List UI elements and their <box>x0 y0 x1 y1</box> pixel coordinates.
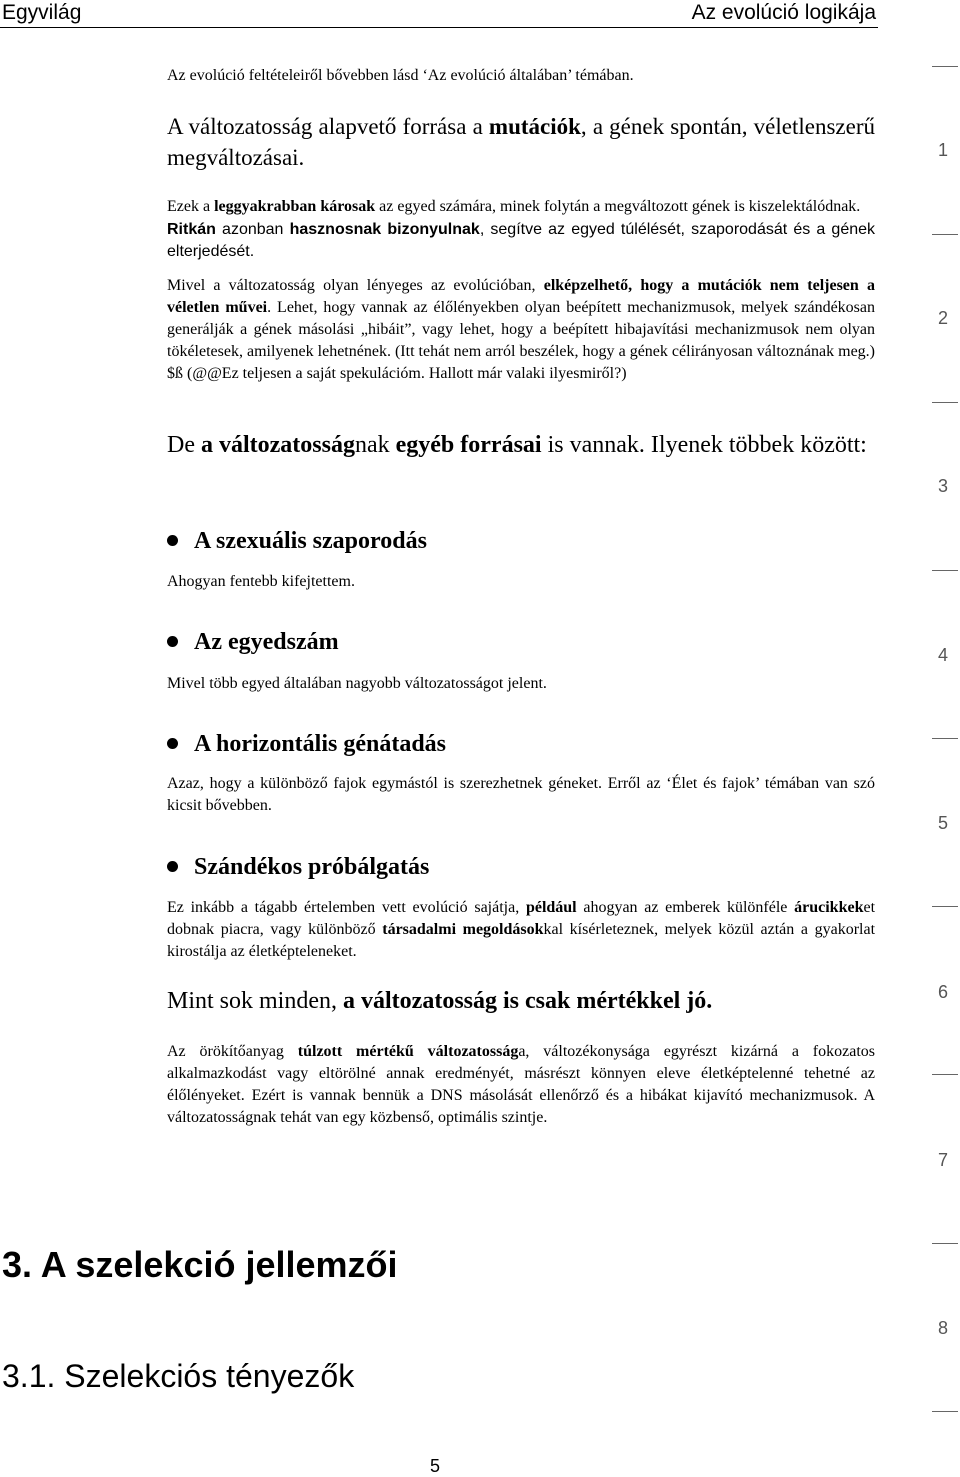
text-span: azonban <box>215 221 290 238</box>
intro-text: Az evolúció feltételeiről bővebben lásd ‘Az evolúció általában’ témában. <box>167 67 634 84</box>
paragraph-optimal <box>167 1041 875 1129</box>
text-span: ahogyan az emberek különféle <box>576 899 795 916</box>
text-span: az egyed számára, minek folytán a megváltozott gének is kiszelektálódnak. <box>375 198 861 215</box>
bold-text: a változatosság <box>200 432 355 458</box>
bullet-title: Az egyedszám <box>194 629 339 655</box>
side-number: 7 <box>937 1150 948 1170</box>
paragraph-moderation <box>167 986 875 1017</box>
bold-text: a változatosság is csak mértékkel jó. <box>343 988 713 1014</box>
heading-selection: 3. A szelekció jellemzői <box>2 1244 398 1285</box>
header-rule <box>0 27 878 28</box>
bullet-dot <box>167 535 178 546</box>
side-tick <box>932 234 958 235</box>
bold-text: egyéb forrásai <box>395 432 542 458</box>
paragraph-useful <box>167 219 875 263</box>
bullet-dot <box>167 636 178 647</box>
bullet-heading-sexual <box>167 526 427 556</box>
bold-mutations: mutációk <box>488 114 581 139</box>
side-number: 1 <box>937 140 948 160</box>
bullet-title: Szándékos próbálgatás <box>194 854 430 880</box>
bullet-title: A szexuális szaporodás <box>194 528 427 554</box>
text-span: , a gének spontán, véletlenszerű megváltozásai. <box>167 114 875 170</box>
bold-text: Ritkán <box>167 221 216 238</box>
bold-text: társadalmi megoldások <box>382 921 544 938</box>
paragraph-other-sources <box>167 430 875 461</box>
bullet-text-population <box>167 673 875 695</box>
side-tick <box>932 906 958 907</box>
side-number: 6 <box>937 982 948 1002</box>
text-span: Mivel a változatosság olyan lényeges az evolúcióban, <box>167 277 544 294</box>
text-span: is vannak. Ilyenek többek között: <box>541 432 867 458</box>
bullet-text-sexual <box>167 571 875 593</box>
paragraph-mutations <box>167 111 875 173</box>
bold-text: elképzelhető, hogy a mutációk nem teljesen a véletlen művei <box>167 277 875 316</box>
side-number: 3 <box>937 476 948 496</box>
bold-text: például <box>525 899 577 916</box>
bullet-text-trial <box>167 897 875 963</box>
header-right-title: Az evolúció logikája <box>691 1 876 24</box>
bullet-heading-trial <box>167 852 429 882</box>
bold-text: túlzott mértékű változatosság <box>297 1043 519 1060</box>
bullet-title: A horizontális génátadás <box>194 731 447 757</box>
side-tick <box>932 1411 958 1412</box>
bullet-body: Ahogyan fentebb kifejtettem. <box>167 573 355 590</box>
text-span: Ez inkább a tágabb értelemben vett evolúció sajátja, <box>167 899 526 916</box>
text-span: A változatosság alapvető forrása a <box>167 114 489 139</box>
bullet-body: Azaz, hogy a különböző fajok egymástól is szerezhetnek géneket. Erről az ‘Élet és fajok’ témában van szó kicsit bővebben. <box>167 775 875 814</box>
text-span: , segítve az egyed túlélését, szaporodását és a gének elterjedését. <box>167 221 876 260</box>
bullet-dot <box>167 738 178 749</box>
bullet-text-horizontal <box>167 773 875 817</box>
bullet-dot <box>167 861 178 872</box>
side-number: 8 <box>937 1318 948 1338</box>
bullet-heading-horizontal <box>167 729 446 759</box>
bullet-heading-population <box>167 627 339 657</box>
text-span: Az örökítőanyag <box>167 1043 298 1060</box>
side-tick <box>932 66 958 67</box>
text-span: De <box>167 432 201 458</box>
page-number: 5 <box>430 1456 441 1476</box>
text-span: Mint sok minden, <box>167 988 344 1014</box>
side-tick <box>932 1243 958 1244</box>
heading-selection-factors: 3.1. Szelekciós tényezők <box>2 1358 355 1394</box>
bullet-body: Mivel több egyed általában nagyobb változatosságot jelent. <box>167 675 547 692</box>
bold-text: hasznosnak bizonyulnak <box>289 221 480 238</box>
paragraph-harmful <box>167 196 875 218</box>
side-number: 2 <box>937 308 948 328</box>
side-tick <box>932 570 958 571</box>
bold-text: árucikkek <box>794 899 864 916</box>
side-tick <box>932 1074 958 1075</box>
text-span: a, változékonysága egyrészt kizárná a fokozatos alkalmazkodást vagy eltörölné annak eredményét, másrészt könnyen eleve életképtelenné tehetné az élőlényeket. Ezért is vannak bennük a DNS másolását ellenőrző és a hibákat kijavító mechanizmusok. A változatosságnak tehát van egy közbenső, optimális szintje. <box>167 1043 875 1126</box>
paragraph-intro <box>167 65 875 87</box>
text-span: nak <box>354 432 396 458</box>
bold-text: leggyakrabban károsak <box>214 198 376 215</box>
text-span: . Lehet, hogy vannak az élőlényekben olyan beépített mechanizmusok, melyek szándékosan generálják a gének másolási „hibáit”, vagy lehet, hogy a beépített hibajavítási mechanizmusok nem olyan tökéletesek, amilyenek lehetnének. (Itt tehát nem arról beszélek, hogy a gének célirányosan változnának meg.) $ß (@@Ez teljesen a saját spekulációm. Hallott már valaki ilyesmiről?) <box>167 299 875 382</box>
paragraph-speculation <box>167 275 875 385</box>
side-tick <box>932 402 958 403</box>
side-number: 4 <box>937 645 948 665</box>
text-span: Ezek a <box>167 198 215 215</box>
text-span: kal kísérleteznek, melyek közül aztán a gyakorlat kirostálja az életképteleneket. <box>167 921 876 960</box>
side-number: 5 <box>937 813 948 833</box>
header-left-title: Egyvilág <box>2 1 82 24</box>
text-span: et dobnak piacra, vagy különböző <box>167 899 876 938</box>
side-tick <box>932 738 958 739</box>
